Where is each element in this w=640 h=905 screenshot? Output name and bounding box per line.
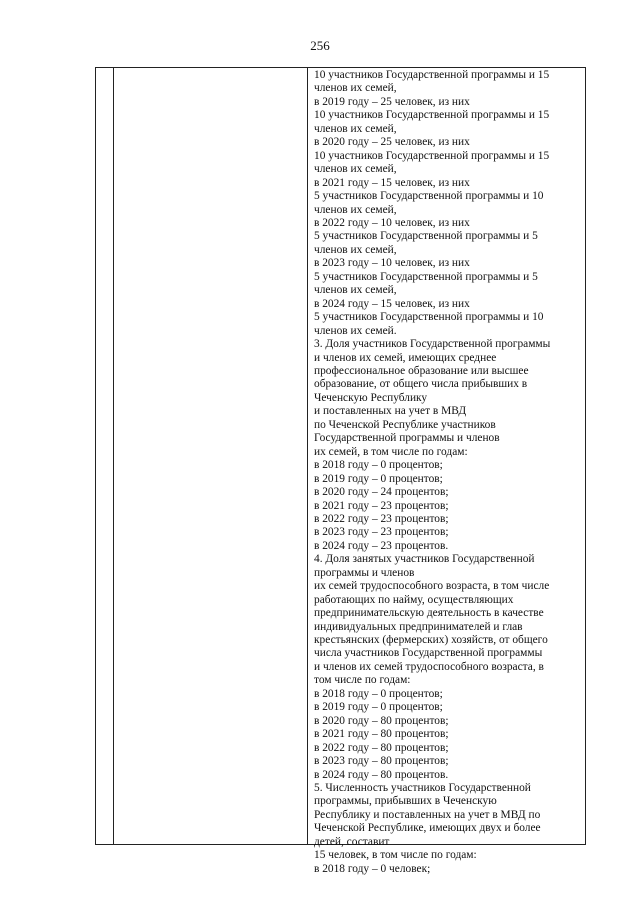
content-line: в 2020 году – 80 процентов; (314, 714, 449, 727)
content-line: Республику и поставленных на учет в МВД по (314, 808, 541, 821)
table-column-label (114, 68, 308, 844)
content-line: 15 человек, в том числе по годам: (314, 849, 477, 862)
content-line: в 2023 году – 80 процентов; (314, 755, 449, 768)
content-line: в 2021 году – 15 человек, из них (314, 176, 470, 189)
content-line: в 2024 году – 15 человек, из них (314, 297, 470, 310)
content-line: том числе по годам: (314, 674, 411, 687)
content-line: 5 участников Государственной программы и 10 (314, 190, 544, 203)
content-line: в 2018 году – 0 человек; (314, 862, 431, 875)
table-column-number (96, 68, 114, 844)
content-line: и членов их семей, имеющих среднее (314, 351, 497, 364)
table-column-content (308, 68, 585, 875)
content-line: Чеченскую Республику (314, 391, 428, 404)
content-line: профессиональное образование или высшее (314, 364, 529, 377)
content-line: 5. Численность участников Государственной (314, 782, 531, 795)
content-line: в 2023 году – 23 процентов; (314, 526, 449, 539)
content-line: в 2021 году – 23 процентов; (314, 499, 449, 512)
content-line: членов их семей, (314, 203, 397, 216)
content-line: Государственной программы и членов (314, 432, 500, 445)
content-line: 10 участников Государственной программы и 15 (314, 149, 550, 162)
content-line: программы и членов (314, 566, 415, 579)
content-line: членов их семей, (314, 284, 397, 297)
document-table (95, 67, 586, 875)
content-line: числа участников Государственной программы (314, 647, 543, 660)
content-line: в 2020 году – 24 процентов; (314, 486, 449, 499)
content-line: в 2020 году – 25 человек, из них (314, 136, 470, 149)
content-line: в 2024 году – 23 процентов. (314, 539, 449, 552)
content-line: членов их семей, (314, 163, 397, 176)
content-line: в 2019 году – 25 человек, из них (314, 95, 470, 108)
content-line: в 2024 году – 80 процентов. (314, 768, 449, 781)
content-line: предпринимательскую деятельность в качестве (314, 607, 544, 620)
content-line: членов их семей, (314, 122, 397, 135)
content-line: по Чеченской Республике участников (314, 418, 496, 431)
content-line: индивидуальных предпринимателей и глав (314, 620, 523, 633)
content-line: в 2022 году – 23 процентов; (314, 512, 449, 525)
content-line: членов их семей, (314, 243, 397, 256)
content-line: 5 участников Государственной программы и 10 (314, 311, 544, 324)
content-line: в 2023 году – 10 человек, из них (314, 257, 470, 270)
content-line: членов их семей, (314, 82, 397, 95)
content-line: 10 участников Государственной программы и 15 (314, 69, 550, 81)
content-line: программы, прибывших в Чеченскую (314, 795, 497, 808)
content-line: членов их семей. (314, 324, 397, 337)
content-line: образование, от общего числа прибывших в (314, 378, 528, 391)
content-line: в 2019 году – 0 процентов; (314, 701, 443, 714)
content-line: крестьянских (фермерских) хозяйств, от общего (314, 634, 548, 647)
content-line: 4. Доля занятых участников Государственной (314, 553, 535, 566)
content-line: 3. Доля участников Государственной программы (314, 338, 551, 351)
page-number: 256 (310, 38, 330, 53)
content-line: в 2022 году – 80 процентов; (314, 741, 449, 754)
content-line: в 2019 году – 0 процентов; (314, 472, 443, 485)
content-line: детей, составит (314, 835, 390, 848)
content-line: 5 участников Государственной программы и 5 (314, 230, 538, 243)
content-line: 10 участников Государственной программы и 15 (314, 109, 550, 122)
content-line: в 2018 году – 0 процентов; (314, 459, 443, 472)
content-line: работающих по найму, осуществляющих (314, 593, 514, 606)
content-line: в 2022 году – 10 человек, из них (314, 216, 470, 229)
content-line: Чеченской Республике, имеющих двух и более (314, 822, 541, 835)
content-line: в 2021 году – 80 процентов; (314, 728, 449, 741)
content-line: и поставленных на учет в МВД (314, 405, 467, 418)
content-line: их семей, в том числе по годам: (314, 445, 468, 458)
content-line: и членов их семей трудоспособного возраста, в (314, 660, 544, 673)
content-line: 5 участников Государственной программы и 5 (314, 270, 538, 283)
content-line: в 2018 году – 0 процентов; (314, 687, 443, 700)
content-line: их семей трудоспособного возраста, в том числе (314, 580, 550, 593)
